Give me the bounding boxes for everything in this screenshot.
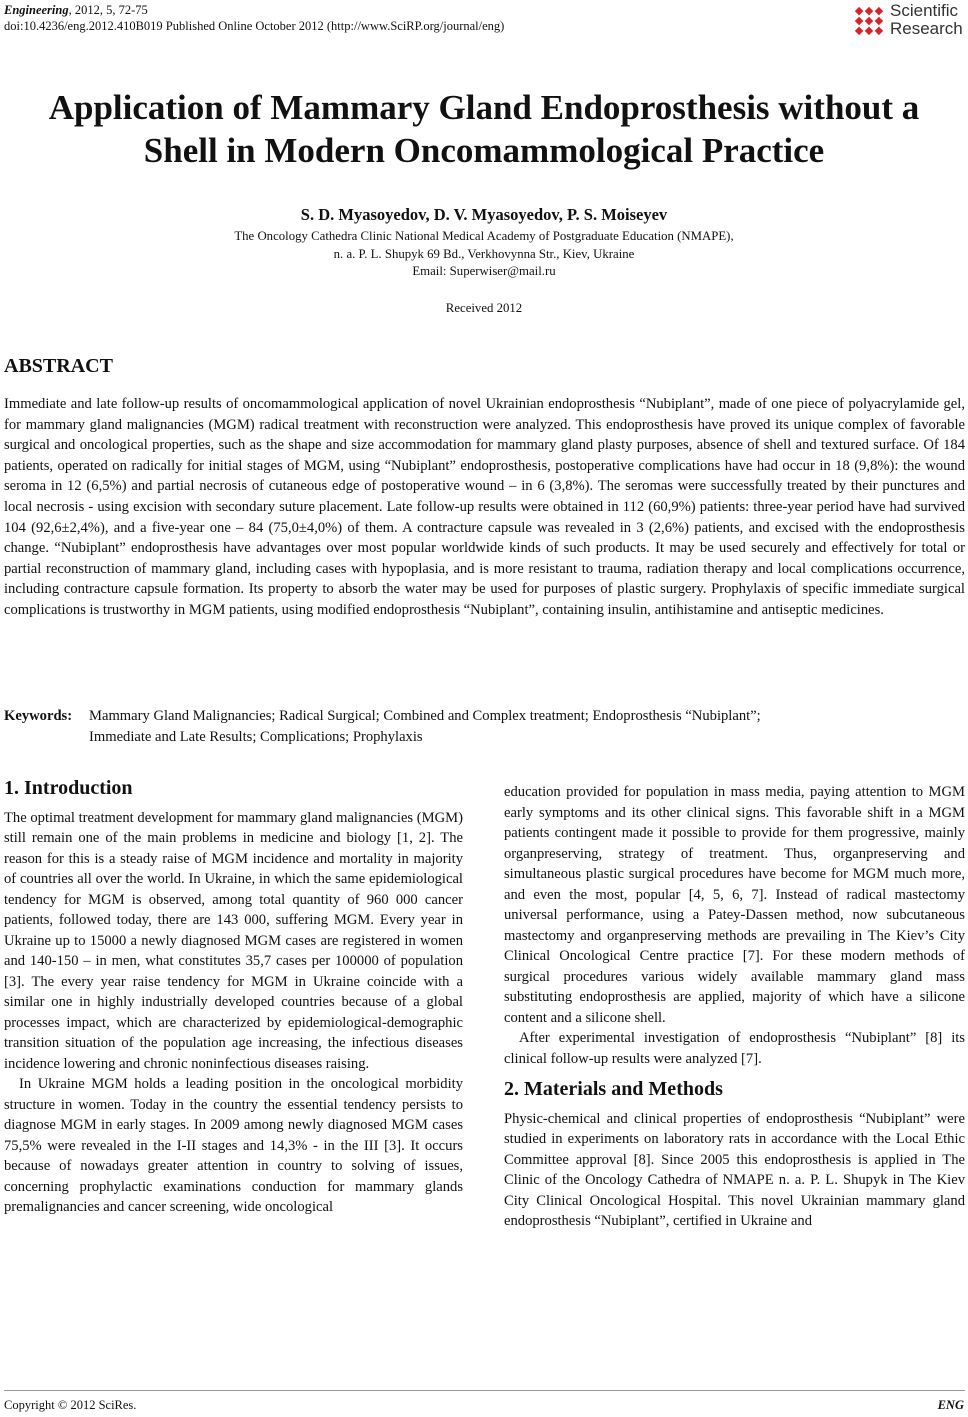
introduction-paragraph-4: After experimental investigation of endoprosthesis “Nubiplant” [8] its clinical follow-up results were analyzed [7]. [504,1030,965,1067]
citation-line [4,2,504,18]
footer-divider [4,1390,965,1391]
keywords-line-2: Immediate and Late Results; Complications; Prophylaxis [89,729,423,745]
keywords-line-1: Mammary Gland Malignancies; Radical Surgical; Combined and Complex treatment; Endoprosthesis “Nubiplant”; [89,708,761,724]
author-list: S. D. Myasoyedov, D. V. Myasoyedov, P. S. Moiseyev [300,205,668,224]
abstract-text: Immediate and late follow-up results of oncomammological application of novel Ukrainian endoprosthesis “Nubiplant”, made of one piece of polyacrylamide gel, for mammary gland malignancies (MGM) radical treatment with reconstruction were analyzed. This endoprosthesis have proved its unique complex of favorable surgical and oncological properties, such as the shape and size accommodation for mammary gland plasty purposes, absence of shell and textured surface. Of 184 patients, operated on radically for initial stages of MGM, using “Nubiplant” endoprosthesis, postoperative complications have had occur in 18 (9,8%): the wound seroma in 12 (6,5%) and partial necrosis of cutaneous edge of postoperative wound – in 6 (3,8%). The seromas were successfully treated by their punctures and local necrosis - using excision with secondary suture placement. Late follow-up results were obtained in 112 (60,9%) patients: three-year period have had survived 104 (92,6±2,4%), and a five-year one – 84 (75,0±4,0%) of them. A contracture capsule was revealed in 3 (2,6%) patients, and excised with the endoprosthesis change. “Nubiplant” endoprosthesis have advantages over most popular worldwide kinds of such products. It may be used securely and effectively for total or partial reconstruction of mammary gland, including cases with hypoplasia, and is more resistant to trauma, radiation therapy and local complications occurrence, including contracture capsule formation. Its property to absorb the water may be used for purposes of plastic surgery. Prophylaxis of specific immediate surgical complications is trustworthy in MGM patients, using modified endoprosthesis “Nubiplant”, containing insulin, antihistamine and antiseptic medicines. [4,396,965,618]
methods-heading: 2. Materials and Methods [504,1078,723,1100]
journal-abbreviation: ENG [937,1398,964,1412]
paper-title [0,86,968,172]
abstract-heading: ABSTRACT [4,355,113,377]
title-line-2: Shell in Modern Oncomammological Practice [143,131,825,170]
publisher-line-2: Research [890,19,963,38]
running-header [4,2,504,34]
doi-line: doi:10.4236/eng.2012.410B019 Published Online October 2012 (http://www.SciRP.org/journal/eng) [4,19,505,33]
publisher-logo [848,2,968,42]
introduction-paragraph-2: In Ukraine MGM holds a leading position in the oncological morbidity structure in women. Today in the country the essential tendency persists to diagnose MGM in early stages. In 2009 among newly diagnosed MGM cases 75,5% were revealed in the I-II stages and 14,3% - in the III [3]. It occurs because of nowadays greater attention in country to solving of issues, concerning prophylactic examinations conduction for mammary glands premalignancies and cancer screening, wide oncological [4,1076,463,1215]
methods-paragraph-1: Physic-chemical and clinical properties of endoprosthesis “Nubiplant” were studied in experiments on laboratory rats in accordance with the Local Ethic Committee approval [8]. Since 2005 this endoprosthesis is applied in The Clinic of the Oncology Cathedra of NMAPE n. a. P. L. Shupyk in The Kiev City Clinical Oncological Hospital. This novel Ukrainian mammary gland endoprosthesis “Nubiplant”, certified in Ukraine and [504,1110,965,1229]
title-line-1: Application of Mammary Gland Endoprosthesis without a [48,88,920,127]
affiliation-line-2: n. a. P. L. Shupyk 69 Bd., Verkhovynna Str., Kiev, Ukraine [333,246,635,261]
affiliation-line-1: The Oncology Cathedra Clinic National Medical Academy of Postgraduate Education (NMAPE), [234,229,734,243]
journal-name: Engineering [4,3,69,17]
publisher-name [890,2,963,38]
copyright-notice: Copyright © 2012 SciRes. [4,1398,137,1412]
introduction-heading: 1. Introduction [4,777,133,799]
affiliation [0,228,968,281]
introduction-paragraph-3: education provided for population in mass media, paying attention to MGM early symptoms and its other clinical signs. This favorable shift in a MGM patients contingent made it possible to provide for them progressive, mainly organpreserving, strategy of treatment. Thus, organpreserving and simultaneous plastic surgical procedures have become for MGM much more, and even the most, popular [4, 5, 6, 7]. Instead of radical mastectomy universal performance, using a Patey-Dassen method, now subcutaneous mastectomy and organpreserving methods are prevailing in The Kiev’s City Clinical Oncological Centre practice [7]. For these modern methods of surgical procedures various widely available mammary gland mass substituting endoprosthesis are applied, majority of which have a silicone content and a silicone shell. [504,784,965,1026]
received-date: Received 2012 [445,301,523,315]
right-column [504,782,965,1232]
contact-email: Email: Superwiser@mail.ru [412,264,556,278]
publisher-line-1: Scientific [890,1,959,20]
introduction-paragraph-1: The optimal treatment development for mammary gland malignancies (MGM) still remain one of the main problems in medicine and biology [1, 2]. The reason for this is a steady raise of MGM incidence and mortality in majority of countries all over the world. In Ukraine, in which the same epidemiological tendency for MGM is observed, among total quantity of 960 000 cancer patients, followed today, there are 143 000, suffering MGM. Every year in Ukraine up to 15000 a newly diagnosed MGM cases are registered in women and 140-150 – in men, what constitutes 35,7 cases per 100000 of population [3]. The every year raise tendency for MGM in Ukraine coincide with a similar one in highly industrially developed countries because of a global processes impact, which are characterized by epidemiological-demographic transition situation of the population age increasing, the infectious diseases incidence lowering and chronic noninfectious diseases raising. [4,809,463,1072]
keywords-label: Keywords: [4,708,73,724]
scirp-logo-icon [850,2,888,40]
volume-pages: , 2012, 5, 72-75 [68,3,148,17]
left-column [4,778,463,1218]
keywords-list [89,706,965,748]
